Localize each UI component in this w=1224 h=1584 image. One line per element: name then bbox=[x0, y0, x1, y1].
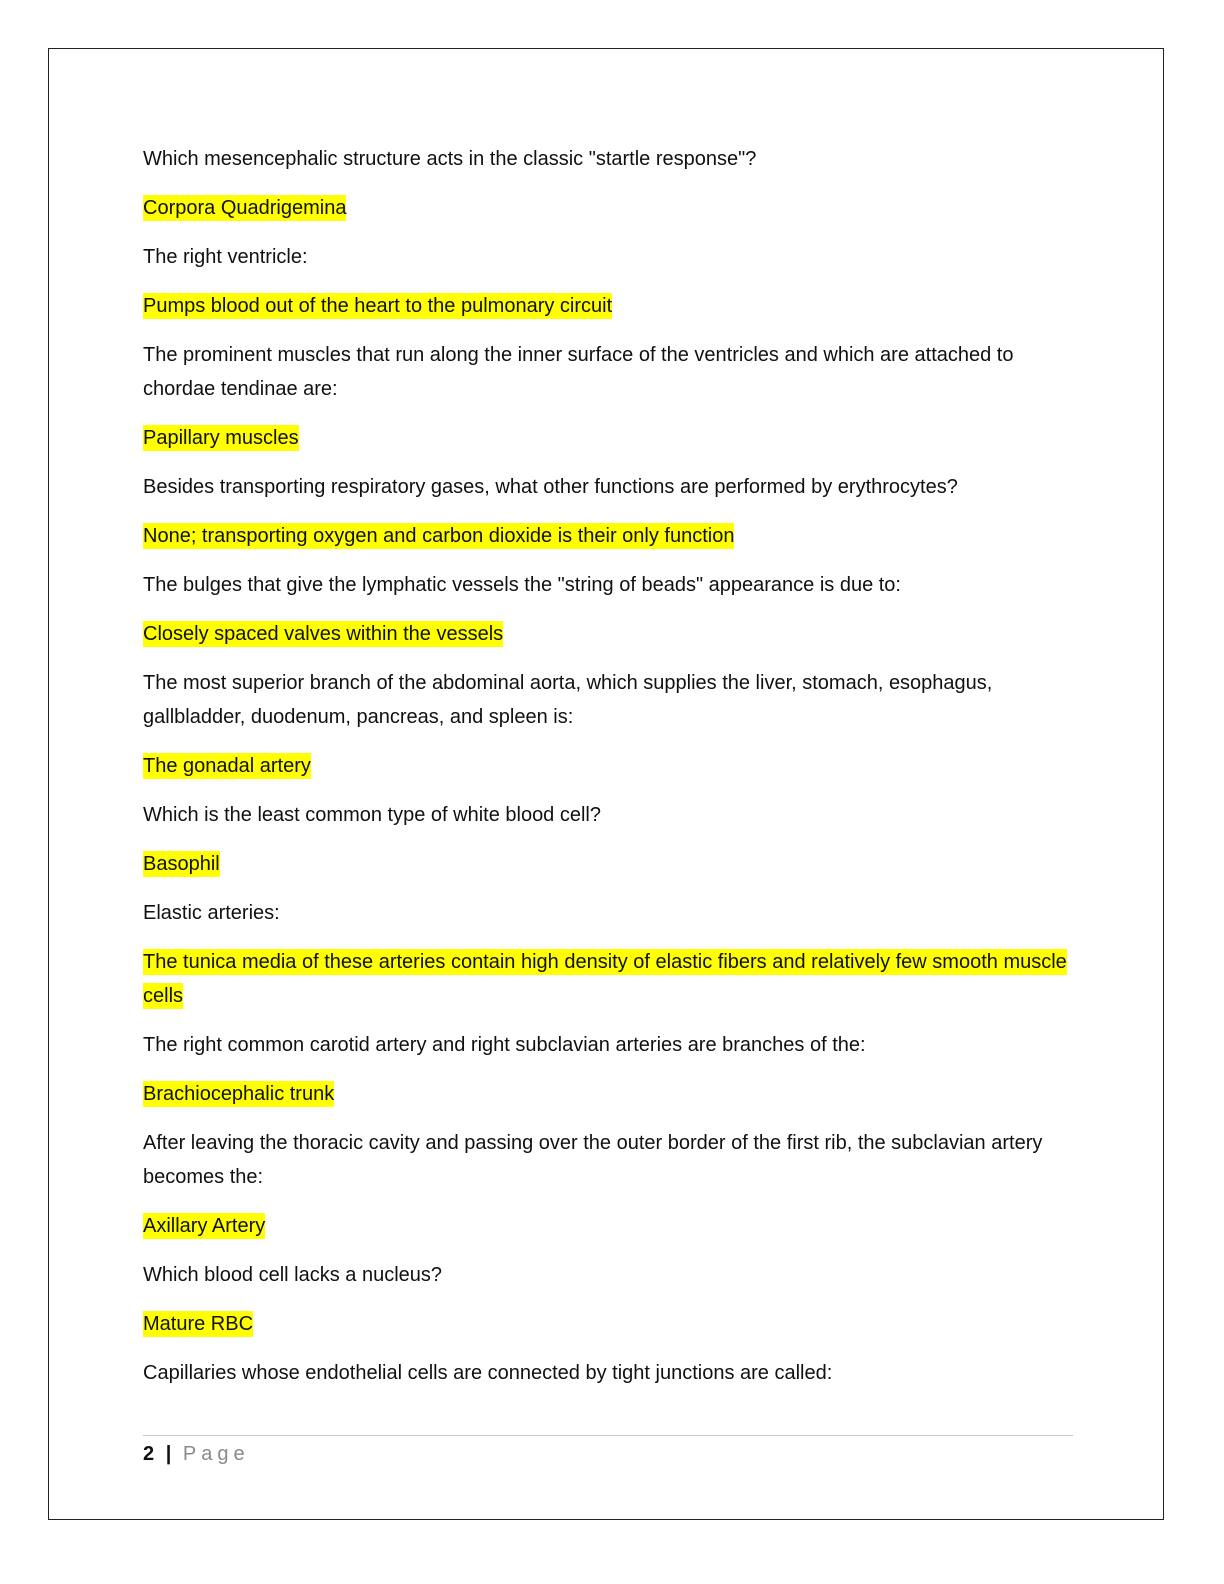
answer-text: None; transporting oxygen and carbon dioxide is their only function bbox=[143, 525, 735, 547]
highlighted-answer bbox=[143, 1209, 1073, 1243]
question-text: The right ventricle: bbox=[143, 246, 308, 268]
question-text: Besides transporting respiratory gases, what other functions are performed by erythrocytes? bbox=[143, 476, 958, 498]
footer-divider bbox=[143, 1435, 1073, 1436]
highlighted-answer bbox=[143, 1077, 1073, 1111]
answer-text: Axillary Artery bbox=[143, 1215, 266, 1237]
highlighted-answer bbox=[143, 749, 1073, 783]
page-footer bbox=[143, 1440, 250, 1468]
highlighted-answer bbox=[143, 1307, 1073, 1341]
highlighted-answer bbox=[143, 847, 1073, 881]
answer-text: Corpora Quadrigemina bbox=[143, 197, 347, 219]
answer-text: The tunica media of these arteries contain high density of elastic fibers and relatively few smooth muscle cells bbox=[143, 951, 1067, 1007]
answer-text: Papillary muscles bbox=[143, 427, 299, 449]
answer-text: Closely spaced valves within the vessels bbox=[143, 623, 504, 645]
question-answer-list bbox=[143, 142, 1073, 1390]
question-text: Which mesencephalic structure acts in the classic "startle response"? bbox=[143, 148, 757, 170]
question-text: The prominent muscles that run along the inner surface of the ventricles and which are attached to chordae tendinae are: bbox=[143, 344, 1014, 400]
highlighted-answer bbox=[143, 519, 1073, 553]
answer-text: Basophil bbox=[143, 853, 220, 875]
highlighted-answer bbox=[143, 617, 1073, 651]
answer-text: Mature RBC bbox=[143, 1313, 254, 1335]
document-body bbox=[143, 142, 1073, 1405]
page-label: Page bbox=[182, 1443, 250, 1465]
highlighted-answer bbox=[143, 945, 1073, 1013]
question-text: Elastic arteries: bbox=[143, 902, 280, 924]
question-text: The most superior branch of the abdominal aorta, which supplies the liver, stomach, esophagus, gallbladder, duodenum, pancreas, and spleen is: bbox=[143, 672, 993, 728]
highlighted-answer bbox=[143, 191, 1073, 225]
footer-separator: | bbox=[165, 1443, 172, 1465]
question-text: Capillaries whose endothelial cells are connected by tight junctions are called: bbox=[143, 1362, 833, 1384]
question-text: Which is the least common type of white blood cell? bbox=[143, 804, 601, 826]
answer-text: Pumps blood out of the heart to the pulmonary circuit bbox=[143, 295, 613, 317]
question-text: Which blood cell lacks a nucleus? bbox=[143, 1264, 443, 1286]
question-text: After leaving the thoracic cavity and passing over the outer border of the first rib, the subclavian artery becomes the: bbox=[143, 1132, 1043, 1188]
highlighted-answer bbox=[143, 289, 1073, 323]
question-text: The right common carotid artery and right subclavian arteries are branches of the: bbox=[143, 1034, 866, 1056]
answer-text: Brachiocephalic trunk bbox=[143, 1083, 335, 1105]
question-text: The bulges that give the lymphatic vessels the "string of beads" appearance is due to: bbox=[143, 574, 901, 596]
highlighted-answer bbox=[143, 421, 1073, 455]
page-number: 2 bbox=[143, 1443, 155, 1465]
answer-text: The gonadal artery bbox=[143, 755, 311, 777]
